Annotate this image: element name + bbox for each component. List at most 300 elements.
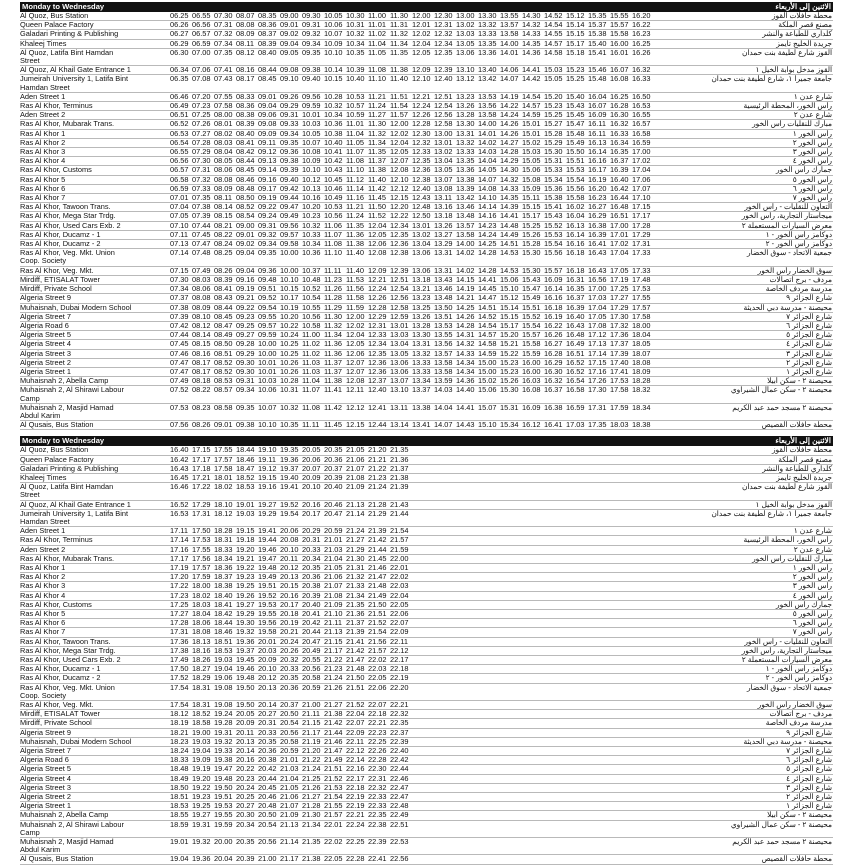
departure-time: 11.30	[324, 312, 342, 321]
departure-time: 21.39	[346, 627, 365, 637]
departure-time: 20.21	[280, 627, 299, 637]
departure-time: 17.40	[610, 358, 629, 367]
stop-row	[20, 39, 833, 48]
departure-time: 22.07	[368, 700, 387, 710]
departure-time: 16.42	[610, 184, 629, 193]
departure-time: 17.00	[610, 221, 629, 230]
departure-time: 11.31	[390, 20, 408, 30]
departure-time: 16.52	[170, 500, 189, 509]
departure-time: 08.06	[214, 165, 233, 175]
stop-name-line: Ras Al Khor, Mega Star Trdg.	[20, 211, 116, 221]
departure-time: 10.48	[302, 275, 321, 284]
departure-time: 20.36	[258, 746, 277, 756]
departure-time: 21.13	[280, 820, 299, 829]
departure-time: 21.57	[324, 810, 343, 820]
departure-time: 20.09	[258, 655, 277, 665]
departure-time: 10.17	[280, 293, 299, 303]
departure-time: 07.31	[214, 20, 233, 30]
departure-time: 11.42	[368, 184, 386, 193]
departure-time: 22.46	[390, 774, 409, 783]
departure-time: 09.22	[236, 303, 255, 312]
stop-name-english	[20, 377, 170, 386]
stop-name-arabic: شارع الجزائر ٢	[786, 792, 832, 802]
departure-time: 16.08	[522, 385, 541, 395]
departure-time: 09.14	[258, 165, 277, 175]
departure-time: 18.02	[192, 591, 211, 600]
departure-time: 21.25	[302, 774, 321, 783]
stop-name-line: Queen Palace Factory	[20, 455, 94, 464]
departure-time: 10.31	[280, 385, 299, 395]
departure-time: 15.21	[500, 339, 519, 349]
departure-time: 20.24	[236, 783, 255, 792]
stop-name-arabic: دوكامز رأس الخور - ٢	[765, 673, 832, 683]
departure-time: 17.53	[610, 376, 629, 386]
stop-name-arabic: جامعة جميرا ١، شارع لطيفة بنت حمدان	[711, 74, 832, 84]
departure-time: 12.26	[412, 110, 431, 120]
departure-time: 14.48	[500, 221, 519, 230]
stop-row	[20, 500, 833, 509]
departure-time: 22.12	[346, 746, 365, 756]
stop-name-english	[20, 838, 170, 855]
departure-time: 17.56	[192, 554, 211, 563]
departure-time: 22.39	[368, 837, 387, 847]
departure-time: 20.07	[302, 464, 321, 473]
departure-time: 10.59	[346, 110, 365, 120]
departure-time: 20.56	[302, 664, 321, 674]
departure-time: 10.40	[346, 74, 365, 84]
stop-name-line: Algeria Road 6	[20, 321, 69, 330]
departure-time: 14.54	[544, 20, 563, 30]
departure-time: 09.02	[236, 239, 255, 249]
stop-name-english	[20, 756, 170, 765]
departure-time: 15.47	[566, 119, 585, 129]
departure-time: 21.54	[324, 792, 343, 802]
departure-time: 08.11	[236, 39, 254, 48]
departure-time: 21.05	[346, 446, 365, 455]
departure-time: 11.23	[324, 275, 342, 284]
departure-time: 22.33	[368, 801, 387, 811]
departure-time: 11.10	[368, 74, 386, 84]
departure-time: 07.42	[170, 321, 189, 330]
departure-time: 14.41	[478, 275, 497, 284]
departure-time: 16.19	[544, 312, 563, 321]
stop-name-line-continued: Hamdan Street	[20, 82, 70, 92]
stop-name-line: Algeria Street 2	[20, 358, 71, 367]
departure-time: 07.58	[214, 101, 233, 111]
departure-time: 10.10	[258, 420, 277, 430]
stop-name-arabic: مصنع قصر الملكة	[778, 455, 832, 464]
stop-name-arabic: رأس الخور ٣	[792, 581, 832, 591]
departure-time: 14.26	[456, 312, 475, 321]
departure-time: 13.33	[412, 367, 431, 376]
departure-time: 15.28	[522, 239, 541, 249]
stop-name-line-continued: Abdul Karim	[20, 410, 61, 420]
departure-time: 16.08	[610, 74, 629, 84]
stop-row	[20, 377, 833, 386]
departure-time: 09.06	[258, 110, 277, 120]
departure-time: 08.39	[236, 119, 255, 129]
departure-time: 09.04	[258, 101, 277, 111]
departure-time: 09.23	[236, 312, 255, 321]
stop-row	[20, 157, 833, 166]
departure-time: 16.43	[170, 464, 189, 473]
departure-time: 14.35	[522, 39, 541, 48]
stop-row	[20, 820, 833, 837]
departure-time: 11.21	[346, 202, 364, 212]
departure-time: 08.12	[192, 321, 211, 330]
departure-time: 20.59	[302, 683, 321, 692]
departure-time: 08.51	[214, 349, 233, 358]
departure-time: 10.32	[346, 29, 365, 39]
departure-time: 15.10	[478, 420, 497, 430]
stop-name-line: Mirdiff, Private School	[20, 284, 92, 294]
stop-name-line: Khaleej Times	[20, 473, 67, 482]
departure-time: 21.05	[280, 783, 299, 792]
departure-time: 13.35	[456, 156, 475, 166]
stop-name-english	[20, 203, 170, 212]
departure-time: 16.19	[588, 175, 607, 184]
departure-time: 12.32	[434, 29, 453, 39]
stop-name-arabic: رأس الخور ٢	[792, 572, 832, 582]
departure-time: 14.52	[478, 312, 497, 321]
departure-time: 18.27	[192, 664, 211, 674]
departure-time: 17.57	[192, 563, 211, 572]
departure-time: 16.35	[566, 284, 585, 294]
stop-row	[20, 340, 833, 349]
departure-time: 19.25	[192, 801, 211, 811]
departure-time: 13.48	[434, 293, 453, 303]
departure-time: 19.59	[214, 820, 233, 829]
departure-time: 18.58	[192, 718, 211, 728]
departure-time: 14.22	[500, 101, 519, 111]
departure-time: 15.52	[522, 312, 541, 321]
stop-name-line: Ras Al Khor, Used Cars Exb. 2	[20, 655, 121, 665]
departure-time: 17.17	[170, 554, 189, 563]
departure-time: 20.12	[258, 673, 277, 683]
departure-time: 20.01	[258, 637, 277, 646]
stop-row	[20, 610, 833, 619]
departure-time: 12.34	[434, 39, 453, 48]
departure-time: 14.26	[500, 129, 519, 138]
departure-time: 08.16	[236, 65, 255, 75]
departure-time: 13.29	[434, 239, 453, 249]
departure-time: 18.12	[214, 509, 233, 518]
departure-time: 06.56	[192, 20, 211, 30]
departure-time: 15.56	[544, 248, 563, 258]
stop-name-english	[20, 855, 170, 864]
stop-name-line: Queen Palace Factory	[20, 20, 94, 30]
stop-name-english	[20, 619, 170, 628]
departure-time: 13.12	[456, 74, 475, 84]
stop-name-english	[20, 66, 170, 75]
stop-row	[20, 166, 833, 175]
stop-name-line: Muhaisnah 2, Al Shirawi Labour	[20, 385, 124, 395]
departure-time: 21.07	[280, 801, 299, 811]
stop-name-english	[20, 312, 170, 321]
departure-time: 11.04	[368, 39, 386, 48]
departure-time: 07.56	[170, 420, 189, 430]
departure-time: 21.17	[324, 646, 343, 655]
departure-time: 12.44	[368, 420, 387, 430]
departure-time: 13.26	[434, 221, 453, 230]
stop-row	[20, 573, 833, 582]
departure-time: 21.59	[390, 545, 409, 554]
departure-time: 08.39	[258, 39, 277, 48]
stop-name-line: Khaleej Times	[20, 39, 67, 48]
departure-time: 13.39	[456, 184, 475, 193]
departure-time: 17.54	[170, 683, 189, 692]
departure-time: 22.21	[346, 810, 365, 820]
departure-time: 16.52	[566, 358, 585, 367]
stop-row	[20, 230, 833, 239]
departure-time: 16.37	[544, 385, 563, 395]
stop-name-line: Algeria Street 4	[20, 774, 71, 783]
departure-time: 06.58	[170, 175, 189, 184]
departure-time: 21.20	[368, 446, 387, 455]
stop-name-english	[20, 637, 170, 646]
departure-time: 21.30	[302, 810, 321, 820]
departure-time: 12.28	[368, 303, 387, 312]
stop-name-arabic: محيصنة ٢ - سكن عمال الشيراوي	[730, 385, 832, 395]
departure-time: 06.55	[192, 12, 211, 20]
departure-time: 16.23	[588, 193, 607, 203]
section-header-english: Monday to Wednesday	[22, 2, 105, 11]
departure-time: 09.36	[258, 266, 277, 275]
stop-name-line-continued: Abdul Karim	[20, 845, 61, 855]
stop-name-english	[20, 464, 170, 473]
departure-time: 19.22	[236, 563, 255, 572]
stop-name-line: Ras Al Khor 5	[20, 175, 66, 184]
departure-time: 15.57	[610, 20, 629, 30]
departure-time: 21.29	[346, 545, 365, 554]
departure-time: 12.54	[434, 101, 453, 111]
departure-time: 07.25	[192, 110, 211, 120]
departure-time: 13.01	[434, 138, 453, 147]
departure-time: 12.50	[412, 211, 431, 221]
stop-name-english	[20, 710, 170, 719]
departure-time: 10.08	[302, 147, 321, 157]
departure-time: 14.54	[522, 92, 541, 101]
stop-name-arabic: رأس الخور ٢	[792, 138, 832, 147]
departure-time: 06.30	[170, 48, 189, 57]
stop-name-arabic: رأس الخور ٣	[792, 147, 832, 157]
departure-time: 16.33	[610, 129, 629, 138]
stop-name-line: Mirdiff, ETISALAT Tower	[20, 709, 100, 719]
departure-time: 17.39	[610, 349, 629, 358]
stop-name-english	[20, 129, 170, 138]
departure-time: 09.35	[236, 403, 255, 412]
departure-time: 12.01	[412, 20, 431, 30]
departure-time: 08.49	[214, 330, 233, 340]
departure-time: 07.11	[170, 230, 188, 239]
departure-time: 15.54	[544, 239, 563, 249]
departure-time: 17.19	[170, 563, 189, 572]
departure-time: 06.57	[170, 165, 189, 175]
stop-name-arabic: جامعة جميرا ١، شارع لطيفة بنت حمدان	[711, 509, 832, 518]
departure-time: 22.21	[390, 700, 409, 710]
departure-time: 14.45	[478, 284, 497, 294]
stop-name-arabic: شارع الجزائر ٤	[786, 774, 832, 783]
stop-name-line: Ras Al Khor 7	[20, 627, 66, 637]
stop-row	[20, 455, 833, 464]
departure-time: 16.33	[632, 74, 651, 84]
departure-time: 20.54	[280, 718, 299, 728]
departure-time: 20.17	[302, 509, 321, 518]
stop-name-english	[20, 719, 170, 728]
departure-time: 14.25	[456, 303, 475, 312]
departure-time: 13.26	[456, 101, 475, 111]
stop-row	[20, 646, 833, 655]
departure-time: 18.19	[170, 718, 189, 728]
departure-time: 20.39	[236, 854, 255, 864]
stop-name-line: Ras Al Khor, Veg. Mkt. Union	[20, 248, 115, 258]
departure-time: 22.05	[368, 673, 387, 683]
departure-time: 08.44	[214, 303, 233, 312]
departure-time: 11.35	[368, 147, 386, 157]
departure-time: 12.31	[434, 20, 453, 30]
departure-time: 17.22	[192, 482, 211, 492]
departure-time: 10.20	[280, 312, 299, 321]
departure-time: 17.41	[610, 367, 629, 376]
departure-time: 19.23	[192, 792, 211, 802]
stop-row	[20, 66, 833, 75]
departure-time: 17.28	[632, 221, 651, 230]
departure-time: 13.30	[456, 119, 475, 129]
departure-time: 18.02	[214, 482, 233, 492]
departure-time: 09.10	[280, 74, 299, 84]
departure-time: 17.54	[170, 700, 189, 710]
departure-time: 15.54	[566, 175, 585, 184]
departure-time: 15.54	[522, 321, 541, 330]
stop-name-arabic: محيصنة ٢ مسجد حمد عبد الكريم	[732, 837, 832, 847]
stop-name-english	[20, 446, 170, 455]
departure-time: 09.04	[236, 248, 255, 258]
departure-time: 20.31	[302, 535, 321, 545]
departure-time: 15.02	[522, 138, 541, 147]
departure-time: 21.24	[302, 764, 321, 774]
departure-time: 07.34	[214, 39, 233, 48]
departure-time: 12.33	[368, 330, 387, 340]
departure-time: 21.19	[302, 737, 321, 746]
departure-time: 14.28	[478, 266, 497, 275]
stop-name-arabic: القوز مدخل بوابة الخيل ١	[755, 65, 832, 75]
stop-name-line: Mirdiff, ETISALAT Tower	[20, 275, 100, 284]
departure-time: 07.46	[170, 349, 189, 358]
departure-time: 20.50	[258, 810, 277, 820]
stop-name-arabic: محيصنة ٢ مسجد حمد عبد الكريم	[732, 403, 832, 412]
departure-time: 14.27	[500, 138, 519, 147]
departure-time: 13.28	[456, 110, 475, 120]
departure-time: 10.01	[258, 358, 277, 367]
stop-name-arabic: شارع الجزائر ١	[786, 801, 832, 811]
stop-name-arabic: شارع الجزائر ٥	[786, 764, 832, 774]
departure-time: 16.04	[566, 211, 585, 221]
departure-time: 15.49	[522, 293, 541, 303]
departure-time: 18.21	[170, 728, 189, 737]
departure-time: 16.29	[544, 358, 563, 367]
departure-time: 12.06	[368, 239, 387, 249]
departure-time: 17.35	[588, 420, 607, 430]
departure-time: 16.43	[566, 321, 585, 330]
departure-time: 21.41	[346, 637, 365, 646]
departure-time: 22.24	[346, 820, 365, 829]
stop-name-arabic: دوكامز رأس الخور - ١	[765, 664, 832, 674]
departure-time: 22.32	[368, 783, 387, 792]
departure-time: 11.32	[390, 29, 408, 39]
departure-time: 21.29	[368, 509, 387, 518]
departure-time: 14.16	[478, 211, 497, 221]
stop-name-english	[20, 421, 170, 430]
departure-time: 21.51	[324, 764, 343, 774]
departure-time: 17.31	[170, 627, 189, 637]
departure-time: 17.29	[610, 303, 629, 312]
departure-time: 08.15	[192, 339, 211, 349]
departure-time: 20.26	[280, 646, 299, 655]
departure-time: 13.05	[390, 349, 409, 358]
stop-name-english	[20, 656, 170, 665]
departure-time: 16.18	[566, 248, 585, 258]
departure-time: 14.35	[500, 193, 519, 203]
departure-time: 19.29	[236, 609, 255, 618]
departure-time: 10.00	[280, 266, 299, 275]
departure-time: 12.08	[368, 248, 387, 258]
departure-time: 19.19	[192, 764, 211, 774]
departure-time: 22.16	[346, 764, 365, 774]
departure-time: 20.13	[236, 737, 255, 746]
departure-time: 18.31	[214, 535, 233, 545]
departure-time: 08.52	[214, 358, 233, 367]
departure-time: 22.30	[368, 764, 387, 774]
departure-time: 17.33	[632, 248, 651, 258]
departure-time: 18.55	[170, 810, 189, 820]
stop-name-arabic: التعاون للنقليات - رأس الخور	[744, 637, 832, 646]
departure-time: 20.41	[302, 609, 321, 618]
departure-time: 12.07	[346, 367, 365, 376]
departure-time: 07.34	[170, 284, 189, 294]
departure-time: 12.24	[368, 284, 387, 294]
departure-time: 19.24	[214, 709, 233, 719]
stop-name-english	[20, 48, 170, 65]
stop-name-arabic: القوز شارع لطيفة بنت حمدان	[741, 482, 832, 492]
departure-time: 15.31	[500, 403, 519, 412]
departure-time: 18.24	[170, 746, 189, 756]
departure-time: 07.43	[214, 74, 233, 84]
departure-time: 20.49	[302, 646, 321, 655]
departure-time: 20.56	[280, 728, 299, 737]
departure-time: 09.57	[280, 230, 299, 239]
stop-name-english	[20, 591, 170, 600]
departure-time: 11.34	[390, 39, 408, 48]
departure-time: 20.42	[258, 764, 277, 774]
departure-time: 11.45	[368, 193, 386, 203]
departure-time: 10.24	[280, 330, 299, 340]
departure-time: 08.39	[214, 275, 233, 284]
stop-row	[20, 111, 833, 120]
departure-time: 20.54	[258, 820, 277, 829]
departure-time: 08.53	[214, 376, 233, 386]
departure-time: 11.03	[302, 367, 320, 376]
departure-time: 09.32	[258, 230, 277, 239]
departure-time: 08.12	[236, 48, 255, 57]
stop-name-line: Muhaisnah 2, Abella Camp	[20, 376, 109, 386]
departure-time: 14.43	[456, 420, 475, 430]
stop-row	[20, 527, 833, 536]
departure-time: 18.12	[170, 709, 189, 719]
departure-time: 15.30	[500, 385, 519, 395]
departure-time: 13.23	[412, 293, 431, 303]
stop-name-english	[20, 111, 170, 120]
stop-name-english	[20, 820, 170, 837]
